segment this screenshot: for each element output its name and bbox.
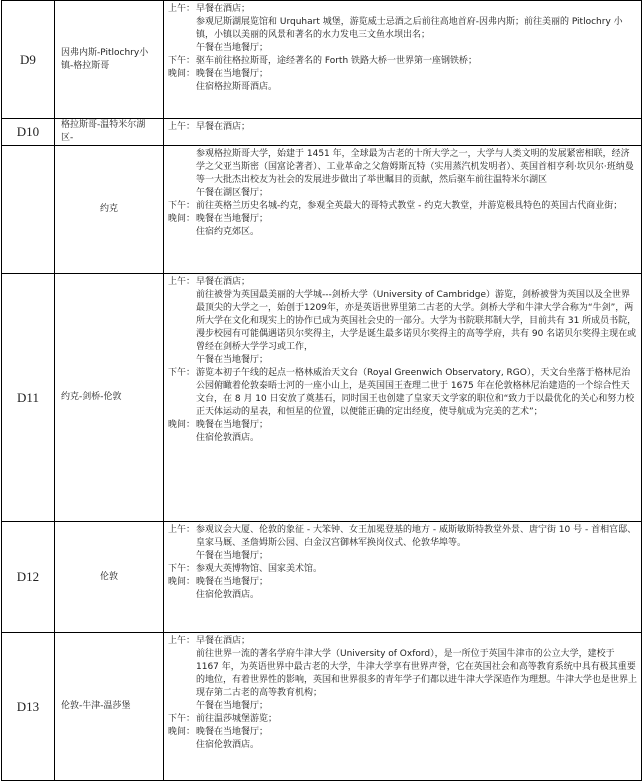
plan-text: 住宿格拉斯哥酒店。 (196, 82, 278, 92)
plan-text: 午餐在当地餐厅； (196, 701, 269, 711)
plan-cell (164, 1, 642, 119)
time-label: 上午： (168, 636, 196, 646)
plan-text: 午餐在当地餐厅； (196, 551, 269, 561)
time-label: 上午： (168, 122, 196, 132)
time-segment (168, 367, 641, 419)
plan-text: 住宿伦敦酒店。 (196, 590, 260, 600)
plan-text: 晚餐在当地餐厅； (196, 214, 269, 224)
plan-text: 早餐在酒店； (196, 636, 251, 646)
itinerary-row (2, 146, 642, 274)
route-label: 因弗内斯-Pitlochry小镇-格拉斯哥 (61, 47, 149, 71)
time-label: 晚间： (168, 214, 196, 224)
plan-text: 午餐在湖区餐厅； (196, 188, 269, 198)
plan-text: 参观尼斯湖展览馆和 Urquhart 城堡，游览威士忌酒之后前往高地首府-因弗内斯；前往美丽的 Pitlochry 小镇，小镇以美丽的风景和著名的水力发电三文鱼水坝出名； (196, 17, 623, 40)
plan-text: 住宿约克郊区。 (196, 227, 260, 237)
time-segment (168, 200, 641, 213)
plan-text: 晚餐在当地餐厅； (196, 727, 269, 737)
route-label: 伦敦 (99, 571, 118, 582)
time-segment (168, 713, 641, 726)
itinerary-row (2, 1, 642, 119)
time-segment (168, 563, 641, 576)
time-label: 上午： (168, 277, 196, 287)
time-segment (168, 635, 641, 713)
route-label: 约克-剑桥-伦敦 (61, 392, 122, 402)
day-cell: D10 (2, 119, 55, 146)
plan-text: 前往英格兰历史名城-约克，参观全英最大的哥特式教堂 - 约克大教堂，并游览极具特色的英国古代商业街； (196, 201, 623, 211)
day-cell (2, 146, 55, 274)
plan-text: 参观议会大厦、伦敦的象征 - 大笨钟、女王加冕登基的地方 - 威斯敏斯特教堂外景、唐宁街 10 号 - 首相官邸、皇家马厩、圣詹姆斯公园、白金汉宫御林军换岗仪式、伦敦华埠等。 (196, 525, 637, 548)
time-segment (168, 419, 641, 445)
time-label: 晚间： (168, 727, 196, 737)
route-cell (55, 633, 164, 781)
plan-cell (164, 633, 642, 781)
time-label: 晚间： (168, 577, 196, 587)
time-segment (168, 524, 641, 563)
day-cell: D9 (2, 1, 55, 119)
time-label: 下午： (168, 564, 196, 574)
time-segment (168, 148, 641, 200)
time-label: 晚间： (168, 420, 196, 430)
plan-text: 游览本初子午线的起点一格林威治天文台（Royal Greenwich Observatory, RGO），天文台坐落于格林尼治公园俯瞰着伦敦泰晤士河的一座小山上，是英国国王查理二世于 1675 年在伦敦格林尼治建造的一个综合性天文台，在 8 月 10 日安放了奠基石，同时国王也创建了皇家天文学家的职位和“致力于以最优化的关心和努力校正天体运动的星表，和恒星的位置，以便能正确的定出经度，使导航成为完美的艺术”； (196, 368, 635, 417)
time-label: 上午： (168, 525, 196, 535)
time-label: 下午： (168, 56, 196, 66)
time-segment (168, 68, 641, 94)
time-label: 下午： (168, 201, 196, 211)
plan-text: 午餐在当地餐厅； (196, 355, 269, 365)
plan-cell (164, 119, 642, 146)
plan-text: 早餐在酒店； (196, 122, 251, 132)
plan-text: 早餐在酒店； (196, 4, 251, 14)
route-label: 格拉斯哥-温特米尔湖区- (61, 120, 146, 143)
itinerary-row (2, 119, 642, 146)
time-segment (168, 55, 641, 68)
time-segment (168, 213, 641, 239)
plan-text: 前往世界一流的著名学府牛津大学（University of Oxford），是一所位于英国牛津市的公立大学，建校于 1167 年，为英语世界中最古老的大学，牛津大学享有世界声誉，它在英国社会和高等教育系统中具有极其重要的地位，有着世界性的影响，英国和世界很多的青年学子们都以进牛津大学深造作为理想。牛津大学也是世界上现存第二古老的高等教育机构； (196, 649, 638, 698)
day-cell: D13 (2, 633, 55, 781)
plan-text: 驱车前往格拉斯哥，途经著名的 Forth 铁路大桥一世界第一座钢铁桥； (196, 56, 478, 66)
route-label: 伦敦-牛津-温莎堡 (61, 701, 131, 711)
plan-text: 前往被誉为英国最美丽的大学城---剑桥大学（University of Cambridge）游览，剑桥被誉为英国以及全世界最顶尖的大学之一，始创于1209年，亦是英语世界里第二古老的大学。剑桥大学和牛津大学合称为“牛剑”，两所大学在文化和现实上的协作已成为英国社会史的一部分。大学为书院联邦制大学，目前共有 31 所成员书院，漫步校园有可能偶遇诺贝尔奖得主，大学是诞生最多诺贝尔奖得主的高等学府，共有 90 名诺贝尔奖得主现在或曾经在剑桥大学学习或工作， (196, 290, 637, 352)
plan-text: 晚餐在当地餐厅； (196, 577, 269, 587)
time-segment (168, 726, 641, 752)
route-cell (55, 1, 164, 119)
plan-cell (164, 522, 642, 633)
time-label: 晚间： (168, 69, 196, 79)
time-label: 下午： (168, 714, 196, 724)
route-cell (55, 146, 164, 274)
plan-cell (164, 146, 642, 274)
day-cell: D11 (2, 274, 55, 522)
time-label: 上午： (168, 4, 196, 14)
itinerary-row (2, 633, 642, 781)
time-segment (168, 576, 641, 602)
plan-text: 前往温莎城堡游览； (196, 714, 278, 724)
time-label: 下午： (168, 368, 196, 378)
plan-text: 晚餐在当地餐厅； (196, 420, 269, 430)
plan-text: 午餐在当地餐厅； (196, 43, 269, 53)
plan-text: 早餐在酒店； (196, 277, 251, 287)
time-label (168, 148, 196, 200)
plan-text: 住宿伦敦酒店。 (196, 433, 260, 443)
plan-text: 住宿伦敦酒店。 (196, 740, 260, 750)
plan-text: 参观大英博物馆、国家美术馆。 (196, 564, 323, 574)
itinerary-row (2, 274, 642, 522)
plan-text: 参观格拉斯哥大学，始建于 1451 年，全球最为古老的十所大学之一，大学与人类文明的发展紧密相联，经济学之父亚当斯密（国富论著者）、工业革命之父詹姆斯瓦特（实用蒸汽机发明者）、英国首相亨利·坎贝尔·班纳曼等一大批杰出校友为社会的发展进步做出了举世瞩目的贡献，然后驱车前往温特米尔湖区 (196, 149, 634, 185)
route-label: 约克 (99, 204, 118, 214)
time-segment (168, 3, 641, 55)
day-cell: D12 (2, 522, 55, 633)
route-cell (55, 522, 164, 633)
plan-text: 晚餐在当地餐厅； (196, 69, 269, 79)
time-segment (168, 121, 641, 134)
itinerary-row (2, 522, 642, 633)
itinerary-table (1, 0, 642, 781)
time-segment (168, 276, 641, 367)
route-cell (55, 119, 164, 146)
plan-cell (164, 274, 642, 522)
route-cell (55, 274, 164, 522)
